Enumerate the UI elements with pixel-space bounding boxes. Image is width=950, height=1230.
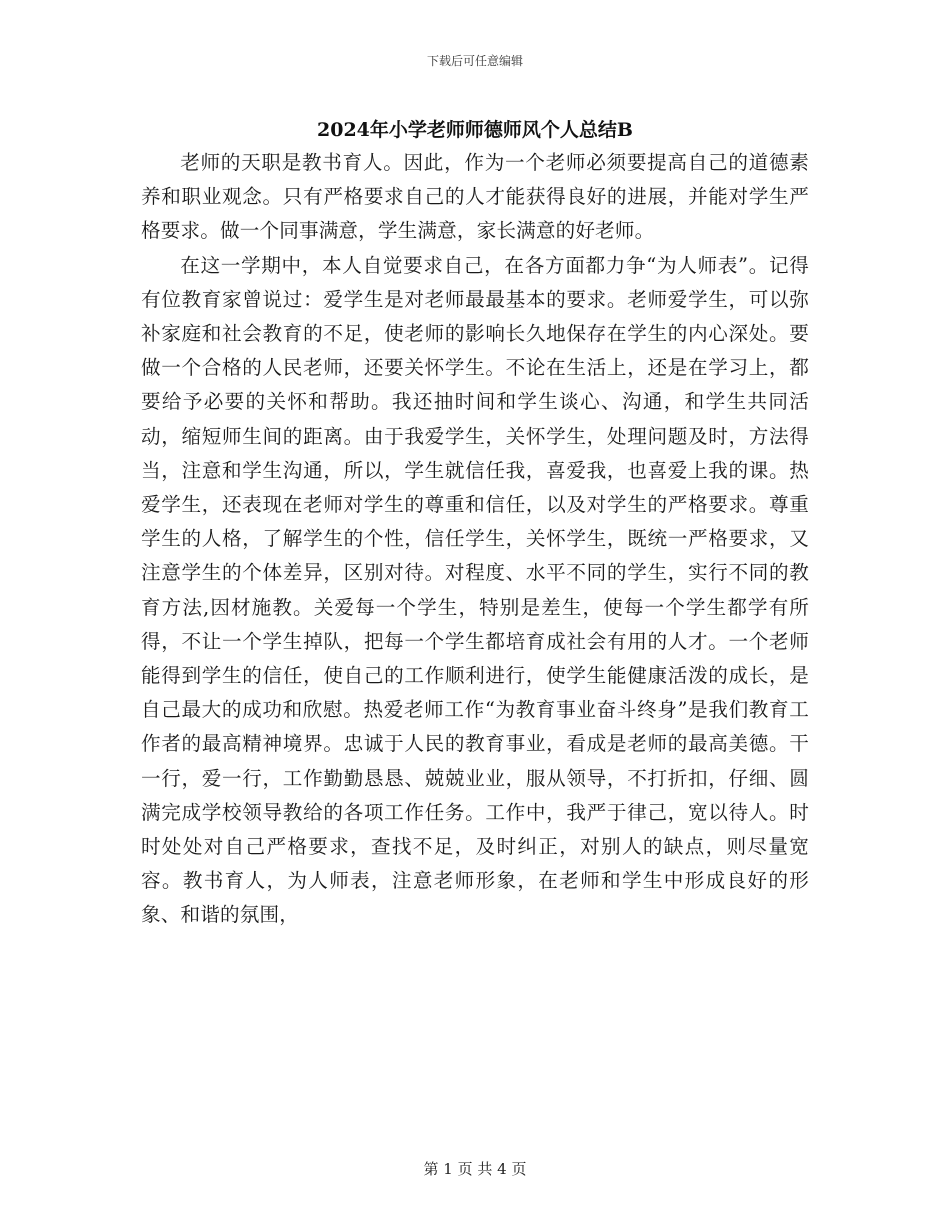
paragraph-2: 在这一学期中，本人自觉要求自己，在各方面都力争“为人师表”。记得有位教育家曾说过：爱学生是对老师最最基本的要求。老师爱学生，可以弥补家庭和社会教育的不足，使老师的影响长久地保存在学生的内心深处。要做一个合格的人民老师，还要关怀学生。不论在生活上，还是在学习上，都要给予必要的关怀和帮助。我还抽时间和学生谈心、沟通，和学生共同活动，缩短师生间的距离。由于我爱学生，关怀学生，处理问题及时，方法得当，注意和学生沟通，所以，学生就信任我，喜爱我，也喜爱上我的课。热爱学生，还表现在老师对学生的尊重和信任，以及对学生的严格要求。尊重学生的人格，了解学生的个性，信任学生，关怀学生，既统一严格要求，又注意学生的个体差异，区别对待。对程度、水平不同的学生，实行不同的教育方法,因材施教。关爱每一个学生，特别是差生，使每一个学生都学有所得，不让一个学生掉队，把每一个学生都培育成社会有用的人才。一个老师能得到学生的信任，使自己的工作顺利进行，使学生能健康活泼的成长，是自己最大的成功和欣慰。热爱老师工作“为教育事业奋斗终身”是我们教育工作者的最高精神境界。忠诚于人民的教育事业，看成是老师的最高美德。干一行，爱一行，工作勤勤恳恳、兢兢业业，服从领导，不打折扣，仔细、圆满完成学校领导教给的各项工作任务。工作中，我严于律己，宽以待人。时时处处对自己严格要求，查找不足，及时纠正，对别人的缺点，则尽量宽容。教书育人，为人师表，注意老师形象，在老师和学生中形成良好的形象、和谐的氛围， bbox=[141, 253, 809, 927]
page-number: 第 1 页 共 4 页 bbox=[423, 1160, 527, 1178]
header-note: 下载后可任意编辑 bbox=[426, 54, 523, 68]
document-body bbox=[141, 146, 809, 933]
paragraph-1: 老师的天职是教书育人。因此，作为一个老师必须要提高自己的道德素养和职业观念。只有严格要求自己的人才能获得良好的进展，并能对学生严格要求。做一个同事满意，学生满意，家长满意的好老师。 bbox=[141, 151, 809, 243]
document-title: 2024年小学老师师德师风个人总结B bbox=[317, 119, 633, 141]
